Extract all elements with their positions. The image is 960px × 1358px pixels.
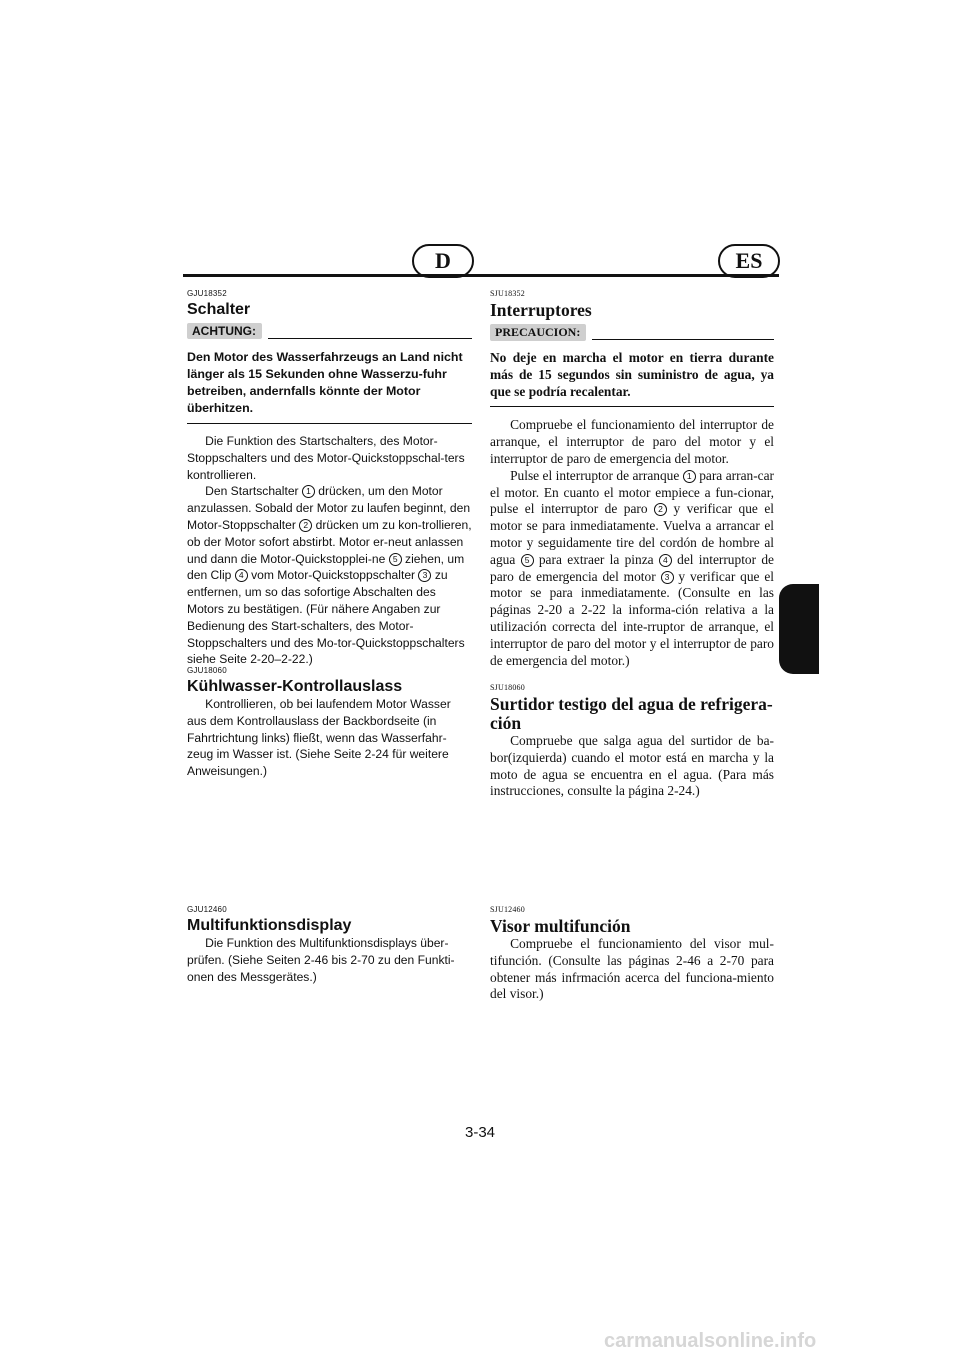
caution-label: PRECAUCION: (490, 324, 586, 341)
section-body (187, 935, 472, 985)
section-interruptores (490, 289, 774, 669)
language-label-de: D (412, 244, 474, 278)
paragraph: Compruebe el funcionamiento del interruptor de arranque, el interruptor de paro del motor y el interruptor de paro de emergencia del motor. (490, 417, 774, 466)
page-number: 3-34 (464, 1124, 496, 1141)
callout-number: 1 (302, 485, 315, 498)
section-title: Multifunktionsdisplay (187, 917, 352, 934)
paragraph: Compruebe que salga agua del surtidor de ba-bor(izquierda) cuando el motor está en marcha y la moto de agua se encuentra en el agua. (Para más instrucciones, consulte la página 2-24.) (490, 733, 774, 799)
paragraph: Die Funktion des Multifunktionsdisplays über-prüfen. (Siehe Seiten 2-46 bis 2-70 zu den Funkti-onen des Messgerätes.) (187, 936, 455, 984)
section-schalter (187, 289, 472, 668)
caution-header (490, 322, 774, 342)
section-tab-marker (779, 584, 819, 674)
callout-number: 5 (389, 553, 402, 566)
section-code: SJU18060 (490, 683, 525, 692)
callout-number: 4 (659, 554, 672, 567)
paragraph: Compruebe el funcionamiento del visor mul-tifunción. (Consulte las páginas 2-46 a 2-70 para obtener más infrmación acerca del funciona-miento del visor.) (490, 936, 774, 1002)
paragraph: Pulse el interruptor de arranque 1 para arran-car el motor. En cuanto el motor empiece a fun-cionar, pulse el interruptor de paro 2 y verificar que el motor se para inmediatamente. Vuelva a arrancar el motor y seguidamente tire del cordón de hombre al agua 5 para extraer la pinza 4 del interruptor de paro de emergencia del motor 3 y verificar que el motor se para inmediatamente. (Consulte en las páginas 2-20 a 2-22 la informa-ción relativa a la utilización correcta del inte-rruptor de arranque, el interruptor de paro del motor y el interruptor de paro de emergencia del motor.) (490, 467, 775, 668)
section-title: Visor multifunción (490, 916, 631, 936)
section-visor (490, 905, 774, 1003)
section-code: SJU12460 (490, 905, 525, 914)
callout-number: 3 (661, 571, 674, 584)
caution-label: ACHTUNG: (187, 323, 262, 339)
section-multifunktionsdisplay (187, 905, 472, 985)
section-code: GJU18352 (187, 289, 227, 298)
section-body (490, 417, 774, 669)
caution-rule (268, 338, 472, 339)
language-label-es: ES (718, 244, 780, 278)
section-body (187, 433, 472, 668)
section-code: SJU18352 (490, 289, 525, 298)
caution-rule (592, 339, 774, 340)
paragraph: Den Startschalter 1 drücken, um den Motor anzulassen. Sobald der Motor zu laufen beginnt, den Motor-Stoppschalter 2 drücken um zu kon-trollieren, ob der Motor sofort abstirbt. Motor er-neut anlassen und dann die Motor-Quickstopplei-ne 5 ziehen, um den Clip 4 vom Motor-Quickstoppschalter 3 zu entfernen, um so das sofortige Abschalten des Motors zu bestätigen. (Für nähere Angaben zur Bedienung des Start-schalters, des Motor-Stoppschalters und des Mo-tor-Quickstoppschalters siehe Seite 2-20–2-22.) (187, 484, 472, 667)
section-title: Kühlwasser-Kontrollauslass (187, 678, 403, 695)
callout-number: 2 (654, 503, 667, 516)
section-body (490, 733, 774, 800)
callout-number: 5 (521, 554, 534, 567)
section-kuehlwasser (187, 666, 472, 780)
section-title: Surtidor testigo del agua de refrigera-ción (490, 694, 773, 733)
paragraph: Kontrollieren, ob bei laufendem Motor Wasser aus dem Kontrollauslass der Backbordseite (in Fahrtrichtung links) fließt, wenn das Wasserfahr-zeug im Wasser ist. (Siehe Seite 2-24 für weitere Anweisungen.) (187, 697, 451, 779)
section-title: Interruptores (490, 300, 592, 320)
callout-number: 3 (418, 569, 431, 582)
caution-header (187, 321, 472, 341)
section-body (490, 936, 774, 1003)
header-rule (183, 274, 779, 277)
callout-number: 4 (235, 569, 248, 582)
paragraph: Die Funktion des Startschalters, des Motor-Stoppschalters und des Motor-Quickstoppschal-ters kontrollieren. (187, 434, 465, 482)
caution-text: No deje en marcha el motor en tierra durante más de 15 segundos sin suministro de agua, ya que se podría recalentar. (490, 350, 774, 407)
callout-number: 1 (683, 470, 696, 483)
watermark: carmanualsonline.info (604, 1330, 817, 1352)
section-code: GJU18060 (187, 666, 227, 675)
section-code: GJU12460 (187, 905, 227, 914)
section-surtidor (490, 683, 774, 800)
caution-text: Den Motor des Wasserfahrzeugs an Land nicht länger als 15 Sekunden ohne Wasserzu-fuhr betreiben, andernfalls könnte der Motor überhitzen. (187, 349, 472, 424)
section-title: Schalter (187, 301, 251, 318)
section-body (187, 696, 472, 780)
callout-number: 2 (299, 519, 312, 532)
